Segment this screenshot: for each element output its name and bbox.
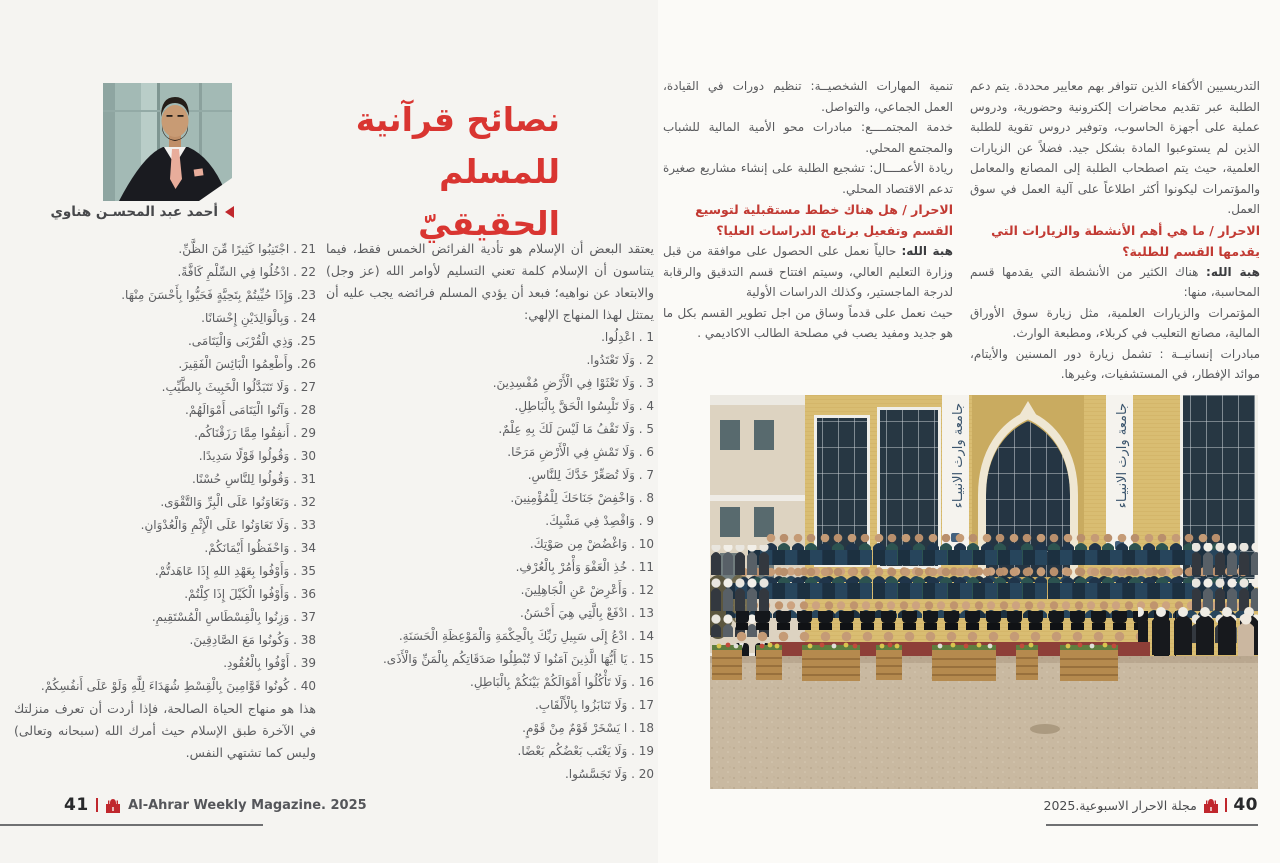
article-title-line1: نصائح قرآنية bbox=[355, 100, 560, 139]
quran-item: 22 . ادْخُلُوا فِي السِّلْمِ كَافَّةً. bbox=[177, 265, 316, 279]
quran-item: 30 . وَقُولُوا قَوْلًا سَدِيدًا. bbox=[198, 449, 316, 463]
quran-item: 26. وأَطْعِمُوا الْبَائِسَ الْفَقِيرَ. bbox=[178, 357, 316, 371]
interview-paragraph: خدمة المجتمــــع: مبادرات محو الأمية المالية للشباب والمجتمع المحلي. bbox=[663, 120, 953, 155]
magazine-logo-icon bbox=[105, 798, 121, 813]
quran-item: 40 . كُونُوا قَوَّامِينَ بِالْقِسْطِ شُهَدَاءَ لِلَّهِ وَلَوْ عَلَى أَنفُسِكُمْ. bbox=[40, 679, 316, 693]
article-columns bbox=[14, 238, 654, 786]
magazine-name: مجلة الاحرار الاسبوعية.2025 bbox=[1043, 797, 1197, 813]
footer-rule bbox=[1046, 824, 1258, 826]
footer-rule bbox=[0, 824, 263, 826]
interview-col-left bbox=[663, 76, 953, 385]
quran-list-21-40 bbox=[14, 238, 316, 698]
quran-item: 3 . وَلَا تَعْثَوْا فِي الْأَرْضِ مُفْسِدِينَ. bbox=[492, 376, 654, 390]
footer-divider bbox=[1225, 798, 1228, 812]
page-number: 41 bbox=[64, 795, 89, 815]
group-photo-illustration bbox=[710, 395, 1258, 789]
quran-item: 29 . أَنفِقُوا مِمَّا رَزَقْنَاكُم. bbox=[194, 426, 316, 440]
quran-item: 13 . ادْفَعْ بِالَّتِي هِيَ أَحْسَنُ. bbox=[520, 606, 654, 620]
author-name: أحمد عبد المحسـن هناوي bbox=[50, 204, 218, 220]
banner-left bbox=[942, 395, 969, 553]
magazine-name: Al-Ahrar Weekly Magazine. 2025 bbox=[128, 797, 367, 813]
interview-answer: المؤتمرات والزيارات العلمية، مثل زيارة سوق الأوراق المالية، مصانع التعليب في كربلاء، ومطبعة الوارث. bbox=[970, 305, 1260, 340]
quran-item: 8 . وَاخْفِضْ جَنَاحَكَ لِلْمُؤْمِنِينَ. bbox=[510, 491, 654, 505]
interview-col-right bbox=[970, 76, 1260, 385]
quran-list-1-20 bbox=[326, 326, 654, 786]
quran-item: 24 . وَبِالْوَالِدَيْنِ إِحْسَانًا. bbox=[201, 311, 316, 325]
interview-paragraph: تنمية المهارات الشخصيــة: تنظيم دورات في القيادة، العمل الجماعي، والتواصل. bbox=[663, 79, 953, 114]
quran-item: 12 . وَأَعْرِضْ عَنِ الْجَاهِلِينَ. bbox=[520, 583, 654, 597]
article-outro: هذا هو منهاج الحياة الصالحة، فإذا أردت أن تعرف منزلتك في الآخرة طبق الإسلام حيث أمرك الله (سبحانه وتعالى) وليس كما تشتهي النفس. bbox=[14, 701, 316, 760]
quran-item: 10 . وَاغْضُضْ مِن صَوْتِكَ. bbox=[529, 537, 654, 551]
quran-item: 25. وَذِي الْقُرْبَى وَالْيَتَامَى. bbox=[187, 334, 316, 348]
quran-item: 1 . اعْدِلُوا. bbox=[601, 330, 654, 344]
interview-answer: حيث نعمل على قدماً وساق من اجل تطوير القسم بكل ما هو جديد ومفيد يصب في مصلحة الطالب الاكاديمي . bbox=[663, 305, 953, 340]
author-photo bbox=[103, 83, 232, 201]
quran-item: 14 . ادْعُ إِلَى سَبِيلِ رَبِّكَ بِالْحِكْمَةِ وَالْمَوْعِظَةِ الْحَسَنَةِ. bbox=[398, 629, 654, 643]
banner-text: جامعة وارث الانبيـاء bbox=[951, 403, 966, 509]
quran-item: 33 . وَلَا تَعَاوَنُوا عَلَى الْإِثْمِ وَالْعُدْوَانِ. bbox=[140, 518, 316, 532]
footer-divider bbox=[96, 798, 99, 812]
quran-item: 5 . وَلَا تَقْفُ مَا لَيْسَ لَكَ بِهِ عِلْمٌ. bbox=[498, 422, 654, 436]
quran-item: 32 . وَتَعَاوَنُوا عَلَى الْبِرِّ وَالتَّقْوَى. bbox=[160, 495, 316, 509]
quran-item: 36 . وَأَوْفُوا الْكَيْلَ إِذَا كِلْتُمْ. bbox=[184, 587, 316, 601]
article-intro: يعتقد البعض أن الإسلام هو تأدية الفرائض الخمس فقط، فيما يتناسون أن الإسلام كلمة تعني التسليم لأوامر الله (عز وجل) والابتعاد عن نواهيه؛ فبعد أن يؤدي المسلم فرائضه يجب عليه أن يمتثل لهذا المنهاج الإلهي: bbox=[326, 241, 654, 322]
interview-answer: مبادرات إنسانيــة : تشمل زيارة دور المسنين والأيتام، موائد الإفطار، في المستشفيات، وغيرها. bbox=[970, 346, 1260, 381]
quran-item: 2 . وَلَا تَعْتَدُوا. bbox=[586, 353, 654, 367]
quran-item: 35 . وَأَوْفُوا بِعَهْدِ اللهِ إِذَا عَاهَدتُّمْ. bbox=[154, 564, 316, 578]
page-40 bbox=[658, 0, 1280, 863]
quran-item: 27 . وَلَا تَتَبَدَّلُوا الْخَبِيثَ بِالطَّيِّبِ. bbox=[161, 380, 316, 394]
magazine-logo-icon bbox=[1203, 798, 1219, 813]
quran-item: 23. وَإِذَا حُيِّيتُمْ بِتَحِيَّةٍ فَحَيُّوا بِأَحْسَنَ مِنْهَا. bbox=[121, 288, 316, 302]
page40-footer bbox=[1044, 795, 1258, 815]
quran-item: 6 . وَلَا تَمْشِ فِي الْأَرْضِ مَرَحًا. bbox=[507, 445, 654, 459]
article-title bbox=[320, 94, 560, 250]
answer-lead: هبة الله: bbox=[1206, 264, 1260, 279]
group-photo bbox=[710, 395, 1258, 789]
interview-answer bbox=[663, 241, 953, 303]
interview-text bbox=[662, 76, 1260, 385]
quran-item: 18 . ا يَسْخَرْ قَوْمٌ مِنْ قَوْمٍ. bbox=[522, 721, 654, 735]
quran-item: 11 . خُذِ الْعَفْوَ وَأْمُرْ بِالْعُرْفِ. bbox=[515, 560, 654, 574]
quran-item: 17 . وَلَا تَنَابَزُوا بِالْأَلْقَابِ. bbox=[534, 698, 654, 712]
face bbox=[162, 105, 189, 137]
page41-footer bbox=[64, 795, 367, 815]
interview-paragraph: التدريسيين الأكفاء الذين تتوافر بهم معايير محددة. يتم دعم الطلبة عبر تقديم محاضرات إلكترونية وحضورية، ودروس عملية على أجهزة الحاسوب، وتوفير دروس تقوية للطلبة الذين لم يستوعبوا المادة بشكل جيد. فضلاً عن الزيارات العلمية، حيث يتم اصطحاب الطلبة إلى المصانع والمعامل والمؤتمرات ليكونوا أكثر اطلاعاً على آلية العمل في سوق العمل. bbox=[970, 79, 1260, 216]
quran-item: 7 . وَلَا تُصَعِّرْ خَدَّكَ لِلنَّاسِ. bbox=[527, 468, 654, 482]
quran-item: 38 . وَكُونُوا مَعَ الصَّادِقِينَ. bbox=[189, 633, 316, 647]
interview-answer bbox=[970, 262, 1260, 303]
answer-text: هناك الكثير من الأنشطة التي يقدمها قسم المحاسبة، منها: bbox=[970, 264, 1260, 299]
answer-text: حالياً نعمل على الحصول على موافقة من قبل وزارة التعليم العالي، وسيتم افتتاح قسم التدقيق والرقابة لدرجة الماجستير، وكذلك الدراسات الأولية bbox=[663, 244, 953, 299]
quran-item: 15 . يَا أَيُّهَا الَّذِينَ آمَنُوا لَا تُبْطِلُوا صَدَقَاتِكُم بِالْمَنِّ وَالْأَذَى. bbox=[382, 652, 654, 666]
quran-item: 16 . وَلَا تَأْكُلُوا أَمْوَالَكُمْ بَيْنَكُمْ بِالْبَاطِلِ. bbox=[470, 675, 654, 689]
quran-item: 9 . وَاقْصِدْ فِي مَشْيِكَ. bbox=[545, 514, 654, 528]
caption-triangle-icon bbox=[225, 206, 234, 218]
banner-text: جامعة وارث الانبيـاء bbox=[1115, 403, 1130, 509]
quran-item: 31 . وَقُولُوا لِلنَّاسِ حُسْنًا. bbox=[191, 472, 316, 486]
quran-item: 28 . وَآتُوا الْيَتَامَى أَمْوَالَهُمْ. bbox=[185, 403, 316, 417]
interview-question: الاحرار / هل هناك خطط مستقبلية لتوسيع القسم وتفعيل برنامج الدراسات العليا؟ bbox=[695, 202, 953, 238]
quran-item: 4 . وَلَا تَلْبِسُوا الْحَقَّ بِالْبَاطِلِ. bbox=[514, 399, 654, 413]
author-caption bbox=[50, 204, 234, 220]
page-number: 40 bbox=[1233, 795, 1258, 815]
column-left bbox=[14, 238, 316, 786]
quran-item: 34 . وَاحْفَظُوا أَيْمَانَكُمْ. bbox=[204, 541, 316, 555]
interview-paragraph: ريادة الأعمــــال: تشجيع الطلبة على إنشاء مشاريع صغيرة تدعم الاقتصاد المحلي. bbox=[663, 161, 953, 196]
quran-item: 19 . وَلَا يَغْتَب بَعْضُكُم بَعْضًا. bbox=[517, 744, 654, 758]
quran-item: 21 . اجْتَنِبُوا كَثِيرًا مِّنَ الظَّنِّ. bbox=[178, 242, 316, 256]
quran-item: 37 . وَزِنُوا بِالْقِسْطَاسِ الْمُسْتَقِيمِ. bbox=[151, 610, 316, 624]
author-photo-illustration bbox=[103, 83, 232, 201]
interview-question: الاحرار / ما هي أهم الأنشطة والزيارات التي يقدمها القسم للطلبة؟ bbox=[991, 222, 1260, 259]
quran-item: 39 . أَوْفُوا بِالْعُقُودِ. bbox=[223, 656, 316, 670]
column-middle bbox=[326, 238, 654, 786]
answer-lead: هبة الله: bbox=[901, 244, 953, 258]
quran-item: 20 . وَلَا تَجَسَّسُوا. bbox=[564, 767, 654, 781]
ground-stain bbox=[1030, 724, 1060, 734]
article-title-line2: للمسلم الحقيقيّ bbox=[418, 152, 560, 243]
